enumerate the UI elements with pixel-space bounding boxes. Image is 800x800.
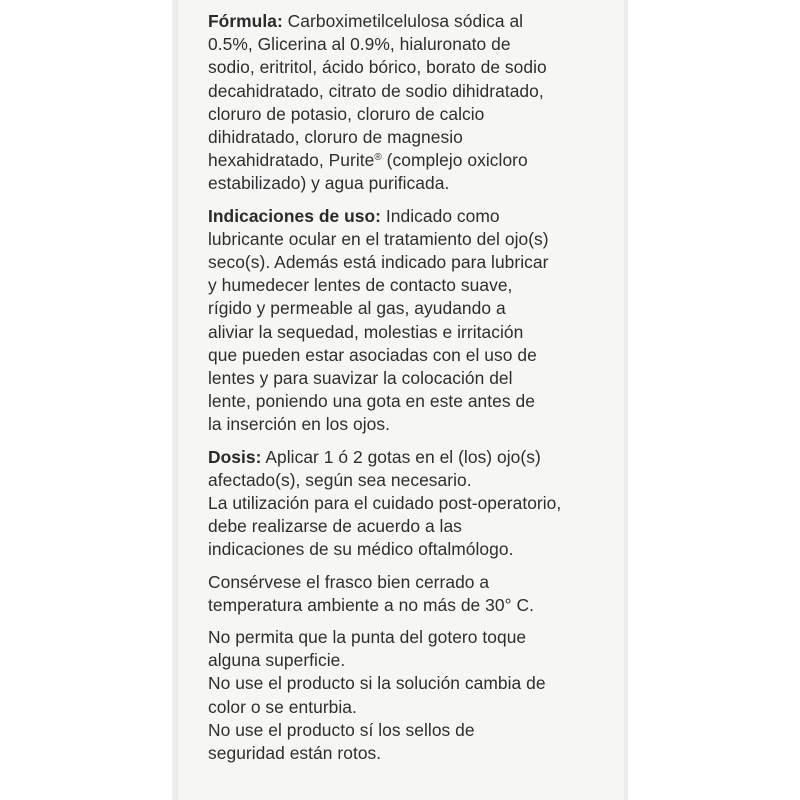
warnings-line-6: seguridad están rotos. [208, 743, 382, 764]
dosage-line-4: debe realizarse de acuerdo a las [208, 516, 462, 537]
indications-line-5: rígido y permeable al gas, ayudando a [208, 298, 506, 319]
indications-heading: Indicaciones de uso: [208, 205, 382, 226]
formula-line-8: estabilizado) y agua purificada. [208, 173, 450, 194]
formula-line-3: sodio, eritritol, ácido bórico, borato de sodio [208, 57, 547, 78]
warnings-line-3: No use el producto si la solución cambia de [208, 673, 546, 694]
storage-section [208, 571, 613, 617]
box-right-edge [624, 0, 628, 800]
formula-section [208, 10, 613, 196]
indications-line-2: lubricante ocular en el tratamiento del ojo(s) [208, 228, 549, 249]
warnings-section [208, 626, 613, 765]
indications-line-7: que pueden estar asociadas con el uso de [208, 344, 537, 365]
warnings-line-4: color o se enturbia. [208, 696, 357, 717]
warnings-line-2: alguna superficie. [208, 650, 346, 671]
dosage-heading: Dosis: [208, 446, 262, 467]
dosage-line-2: afectado(s), según sea necesario. [208, 469, 472, 490]
indications-line-1 [208, 205, 613, 228]
dosage-text: Aplicar 1 ó 2 gotas en el (los) ojo(s) [261, 446, 541, 467]
dosage-line-5: indicaciones de su médico oftalmólogo. [208, 539, 514, 560]
formula-heading: Fórmula: [208, 11, 283, 31]
registered-trademark-symbol: ® [374, 152, 382, 164]
label-text [208, 10, 613, 774]
indications-line-4: y humedecer lentes de contacto suave, [208, 275, 513, 296]
formula-text: Carboximetilcelulosa sódica al [282, 11, 524, 31]
formula-line-5: cloruro de potasio, cloruro de calcio [208, 103, 485, 124]
formula-line-7 [208, 149, 613, 172]
indications-line-6: aliviar la sequedad, molestias e irritación [208, 321, 524, 342]
formula-line-2: 0.5%, Glicerina al 0.9%, hialuronato de [208, 34, 511, 55]
formula-line-7-tail: (complejo oxicloro [381, 150, 528, 171]
indications-line-8: lentes y para suavizar la colocación del [208, 368, 513, 389]
dosage-line-1 [208, 446, 613, 469]
formula-line-4: decahidratado, citrato de sodio dihidratado, [208, 80, 544, 101]
storage-line-2: temperatura ambiente a no más de 30° C. [208, 594, 534, 615]
storage-line-1: Consérvese el frasco bien cerrado a [208, 571, 490, 592]
warnings-line-1: No permita que la punta del gotero toque [208, 627, 527, 648]
indications-section [208, 205, 613, 437]
dosage-line-3: La utilización para el cuidado post-operatorio, [208, 493, 562, 514]
formula-line-6: dihidratado, cloruro de magnesio [208, 127, 463, 148]
dosage-section [208, 446, 613, 562]
indications-line-3: seco(s). Además está indicado para lubricar [208, 252, 549, 273]
indications-text: Indicado como [381, 205, 500, 226]
warnings-line-5: No use el producto sí los sellos de [208, 719, 475, 740]
indications-line-10: la inserción en los ojos. [208, 414, 391, 435]
indications-line-9: lente, poniendo una gota en este antes de [208, 391, 535, 412]
formula-line-1 [208, 10, 613, 33]
formula-line-7-text: hexahidratado, Purite [208, 150, 375, 171]
